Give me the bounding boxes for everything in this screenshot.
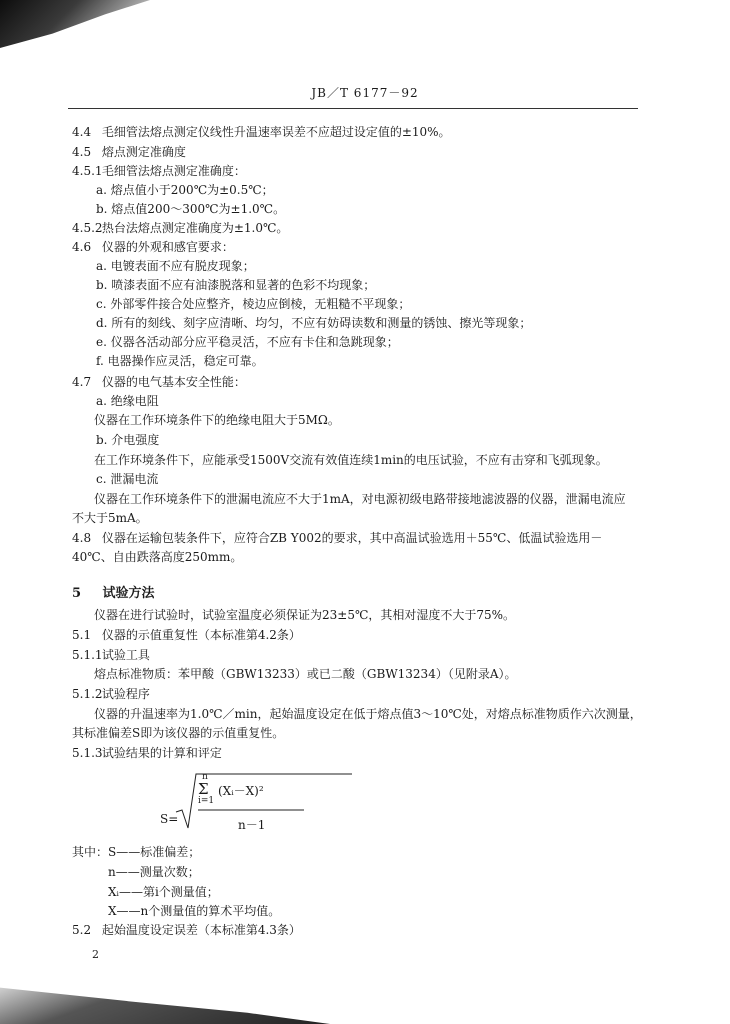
scan-shadow-top [0,0,150,48]
std-deviation-formula [160,772,360,832]
section-heading: 5 试验方法 [72,586,155,601]
clause-line: 4.6 仪器的外观和感官要求： [72,240,234,254]
clause-line: 4.4 毛细管法熔点测定仪线性升温速率误差不应超过设定值的±10%。 [72,125,451,139]
clause-line: 仪器在进行试验时，试验室温度必须保证为23±5℃，其相对湿度不大于75%。 [94,608,516,622]
sum-upper-limit: n [202,772,208,782]
clause-line: b. 喷漆表面不应有油漆脱落和显著的色彩不均现象； [96,278,376,292]
clause-line: 5.1.1 试验工具 [72,648,150,662]
sigma-symbol: Σ [198,780,209,798]
formula-denominator: n－1 [238,818,266,832]
formula-lhs: S= [160,812,179,826]
clause-line: 5.2 起始温度设定误差（本标准第4.3条） [72,923,301,937]
clause-line: b. 介电强度 [96,433,160,447]
clause-line: 熔点标准物质：苯甲酸（GBW13233）或已二酸（GBW13234）（见附录A）。 [94,667,517,681]
clause-line: c. 外部零件接合处应整齐，棱边应倒棱，无粗糙不平现象； [96,297,411,311]
clause-line: 仪器的升温速率为1.0℃／min，起始温度设定在低于熔点值3～10℃处，对熔点标准物质作六次测量， [94,707,642,721]
clause-line: a. 电镀表面不应有脱皮现象； [96,259,255,273]
clause-line: 在工作环境条件下，应能承受1500V交流有效值连续1min的电压试验，不应有击穿和飞弧现象。 [94,453,608,467]
header-rule [68,108,638,109]
formula-numerator: (Xᵢ－X)² [218,784,264,798]
clause-line: 5.1.3 试验结果的计算和评定 [72,746,222,760]
definition-line: n——测量次数； [108,865,200,879]
clause-line: c. 泄漏电流 [96,472,159,486]
standard-code-header: JB／T 6177－92 [311,86,419,100]
clause-line: 5.1 仪器的示值重复性（本标准第4.2条） [72,628,301,642]
clause-line: 40℃、自由跌落高度250mm。 [72,550,243,564]
clause-line: 4.8 仪器在运输包装条件下，应符合ZB Y002的要求，其中高温试验选用＋55℃、低温试验选用－ [72,531,603,545]
clause-line: 4.7 仪器的电气基本安全性能： [72,375,246,389]
definition-line: 其中：S——标准偏差； [72,845,201,859]
clause-line: b. 熔点值200～300℃为±1.0℃。 [96,202,286,216]
clause-line: 4.5.1 毛细管法熔点测定准确度： [72,164,246,178]
definition-line: X——n个测量值的算术平均值。 [108,904,281,918]
clause-line: f. 电器操作应灵活，稳定可靠。 [96,354,264,368]
definition-line: Xᵢ——第i个测量值； [108,885,219,899]
scan-shadow-bottom [0,968,330,1024]
clause-line: e. 仪器各活动部分应平稳灵活，不应有卡住和急跳现象； [96,335,399,349]
clause-line: 仪器在工作环境条件下的泄漏电流应不大于1mA，对电源初级电路带接地滤波器的仪器，泄漏电流应 [94,492,626,506]
clause-line: 4.5.2 热台法熔点测定准确度为±1.0℃。 [72,221,289,235]
clause-line: a. 熔点值小于200℃为±0.5℃； [96,183,274,197]
clause-line: 5.1.2 试验程序 [72,687,150,701]
clause-line: d. 所有的刻线、刻字应清晰、均匀，不应有妨碍读数和测量的锈蚀、擦光等现象； [96,316,532,330]
clause-line: 其标准偏差S即为该仪器的示值重复性。 [72,726,285,740]
clause-line: 仪器在工作环境条件下的绝缘电阻大于5MΩ。 [94,413,340,427]
page-number: 2 [92,948,99,961]
clause-line: 不大于5mA。 [72,511,148,525]
clause-line: 4.5 熔点测定准确度 [72,145,186,159]
clause-line: a. 绝缘电阻 [96,394,159,408]
sum-lower-limit: i=1 [198,796,215,806]
